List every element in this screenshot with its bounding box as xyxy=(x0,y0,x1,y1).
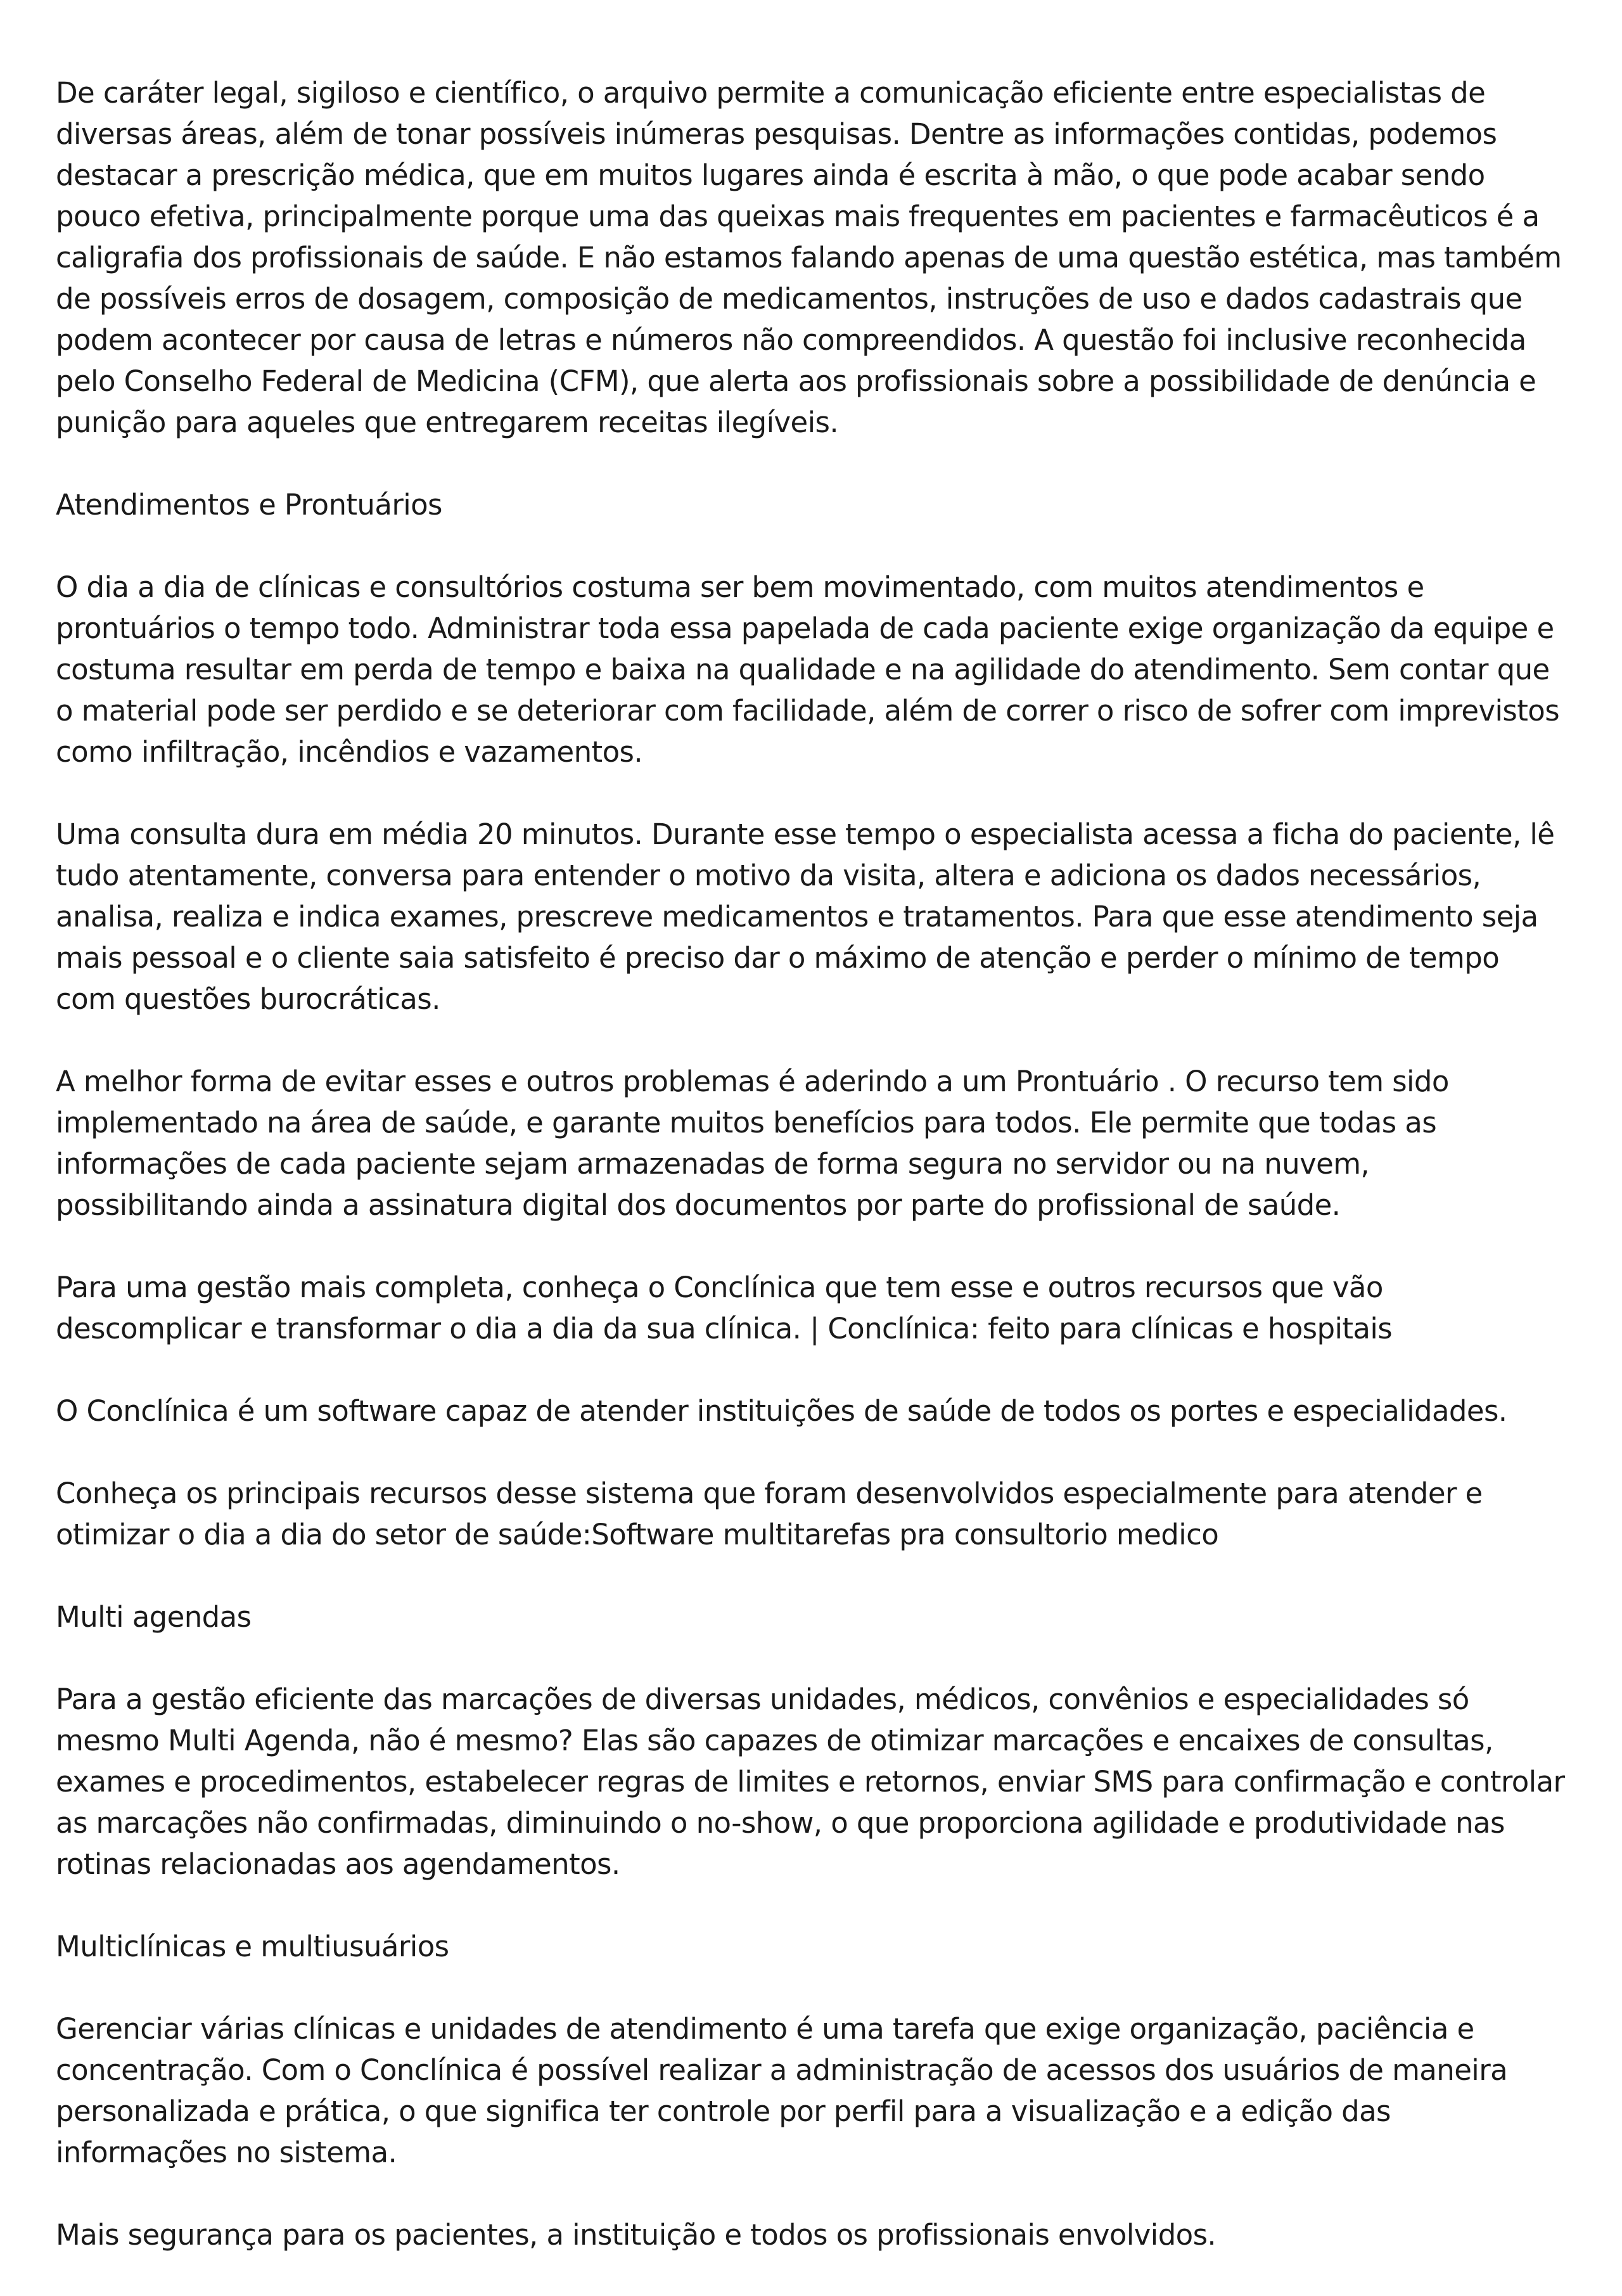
paragraph-consulta: Uma consulta dura em média 20 minutos. Durante esse tempo o especialista acessa a ficha do paciente, lê tudo atentamente, conversa para entender o motivo da visita, altera e adiciona os dados necessários, analisa, realiza e indica exames, prescreve medicamentos e tratamentos. Para que esse atendimento seja mais pessoal e o cliente saia satisfeito é preciso dar o máximo de atenção e perder o mínimo de tempo com questões burocráticas. xyxy=(56,818,1555,1016)
paragraph-software: O Conclínica é um software capaz de atender instituições de saúde de todos os portes e especialidades. xyxy=(56,1394,1507,1428)
paragraph-recursos: Conheça os principais recursos desse sistema que foram desenvolvidos especialmente para atender e otimizar o dia a dia do setor de saúde:Software multitarefas pra consultorio medico xyxy=(56,1477,1483,1551)
paragraph-dia-a-dia: O dia a dia de clínicas e consultórios costuma ser bem movimentado, com muitos atendimentos e prontuários o tempo todo. Administrar toda essa papelada de cada paciente exige organização da equipe e costuma resultar em perda de tempo e baixa na qualidade e na agilidade do atendimento. Sem contar que o material pode ser perdido e se deteriorar com facilidade, além de correr o risco de sofrer com imprevistos como infiltração, incêndios e vazamentos. xyxy=(56,570,1560,769)
paragraph-gestao: Para uma gestão mais completa, conheça o Conclínica que tem esse e outros recursos que vão descomplicar e transformar o dia a dia da sua clínica. | Conclínica: feito para clínicas e hospitais xyxy=(56,1271,1393,1345)
section-heading-multi-agendas: Multi agendas xyxy=(56,1600,252,1634)
paragraph-multiclinicas: Gerenciar várias clínicas e unidades de atendimento é uma tarefa que exige organização, paciência e concentração. Com o Conclínica é possível realizar a administração de acessos dos usuários de maneira personalizada e prática, o que significa ter controle por perfil para a visualização e a edição das informações no sistema. xyxy=(56,2012,1508,2169)
paragraph-prescricao: De caráter legal, sigiloso e científico, o arquivo permite a comunicação eficiente entre especialistas de diversas áreas, além de tonar possíveis inúmeras pesquisas. Dentre as informações contidas, podemos destacar a prescrição médica, que em muitos lugares ainda é escrita à mão, o que pode acabar sendo pouco efetiva, principalmente porque uma das queixas mais frequentes em pacientes e farmacêuticos é a caligrafia dos profissionais de saúde. E não estamos falando apenas de uma questão estética, mas também de possíveis erros de dosagem, composição de medicamentos, instruções de uso e dados cadastrais que podem acontecer por causa de letras e números não compreendidos. A questão foi inclusive reconhecida pelo Conselho Federal de Medicina (CFM), que alerta aos profissionais sobre a possibilidade de denúncia e punição para aqueles que entregarem receitas ilegíveis. xyxy=(56,76,1562,439)
paragraph-multi-agendas: Para a gestão eficiente das marcações de diversas unidades, médicos, convênios e especialidades só mesmo Multi Agenda, não é mesmo? Elas são capazes de otimizar marcações e encaixes de consultas, exames e procedimentos, estabelecer regras de limites e retornos, enviar SMS para confirmação e controlar as marcações não confirmadas, diminuindo o no-show, o que proporciona agilidade e produtividade nas rotinas relacionadas aos agendamentos. xyxy=(56,1683,1565,1881)
paragraph-prontuario: A melhor forma de evitar esses e outros problemas é aderindo a um Prontuário . O recurso tem sido implementado na área de saúde, e garante muitos benefícios para todos. Ele permite que todas as informações de cada paciente sejam armazenadas de forma segura no servidor ou na nuvem, possibilitando ainda a assinatura digital dos documentos por parte do profissional de saúde. xyxy=(56,1065,1449,1222)
paragraph-seguranca: Mais segurança para os pacientes, a instituição e todos os profissionais envolvidos. xyxy=(56,2218,1216,2252)
section-heading-multiclinicas: Multiclínicas e multiusuários xyxy=(56,1930,449,1963)
section-heading-atendimentos: Atendimentos e Prontuários xyxy=(56,488,442,522)
